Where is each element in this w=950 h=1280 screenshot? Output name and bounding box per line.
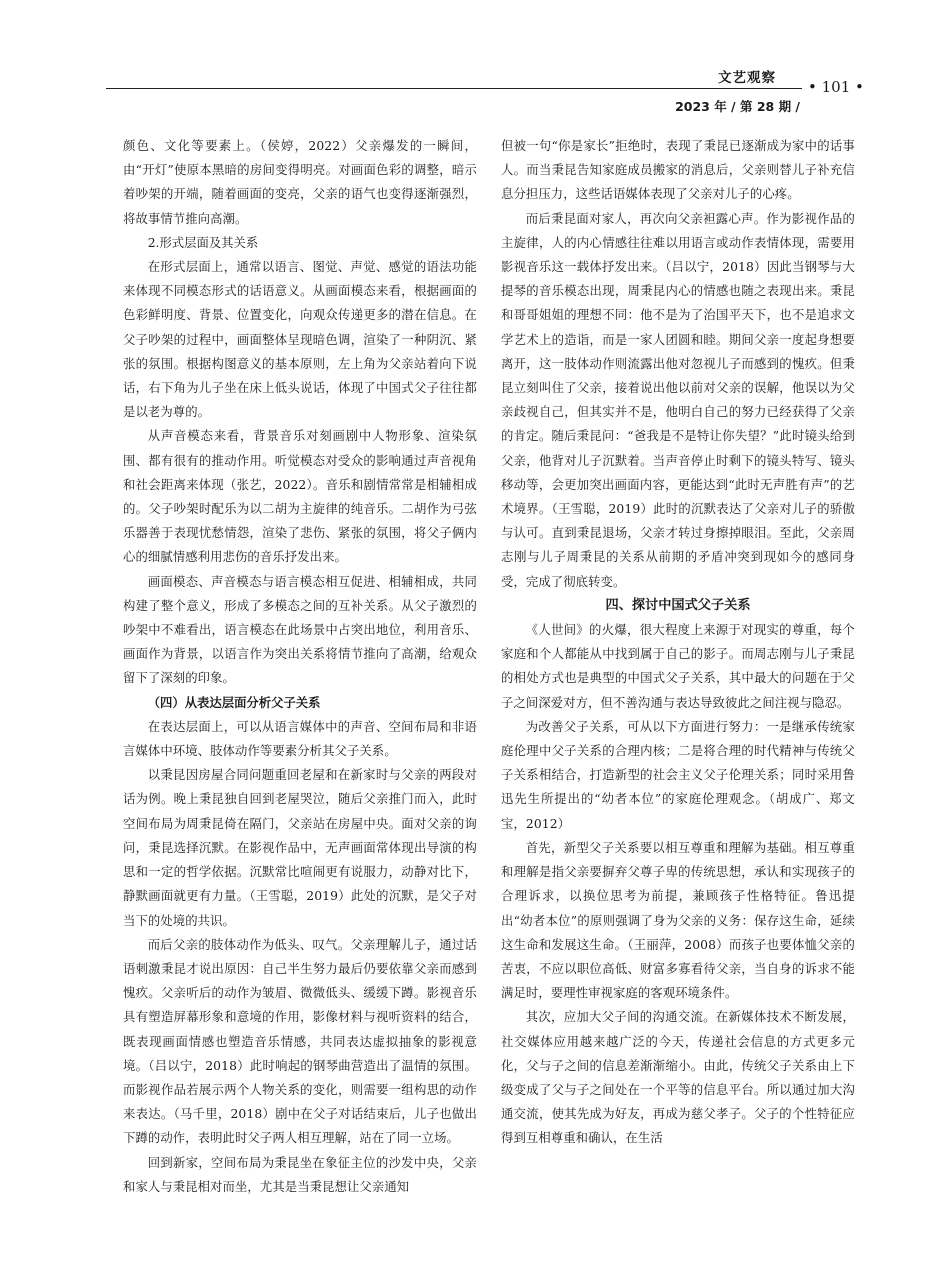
journal-title: 文艺观察 (718, 70, 776, 86)
section-heading-expression: （四）从表达层面分析父子关系 (147, 694, 321, 710)
header-rule (106, 88, 802, 89)
paragraph: 《人世间》的火爆，很大程度上来源于对现实的尊重，每个家庭和个人都能从中找到属于自己的影子。而周志刚与儿子秉昆的相处方式也是典型的中国式父子关系，其中最大的问题在于父子之间深爱对方，但不善沟通与表达导致彼此之间注视与隐忍。 (501, 623, 855, 710)
paragraph: 为改善父子关系，可从以下方面进行努力：一是继承传统家庭伦理中父子关系的合理内核；二是将合理的时代精神与传统父子关系相结合，打造新型的社会主义父子伦理关系；同时采用鲁迅先生所提出的“幼者本位”的家庭伦理观念。（胡成广、郑文宝，2012） (501, 719, 855, 831)
paragraph: 画面模态、声音模态与语言模态相互促进、相辅相成，共同构建了整个意义，形成了多模态之间的互补关系。从父子激烈的吵架中不难看出，语言模态在此场景中占突出地位，利用音乐、画面作为背景，以语言作为突出关系将情节推向了高潮，给观众留下了深刻的印象。 (123, 574, 477, 686)
paragraph: 在表达层面上，可以从语言媒体中的声音、空间布局和非语言媒体中环境、肢体动作等要素分析其父子关系。 (123, 719, 477, 759)
paragraph: 其次，应加大父子间的沟通交流。在新媒体技术不断发展，社交媒体应用越来越广泛的今天，传递社会信息的方式更多元化，父与子之间的信息差渐渐缩小。由此，传统父子关系由上下级变成了父与子之间处在一个平等的信息平台。所以通过加大沟通交流，使其先成为好友，再成为慈父孝子。父子的个性特征应得到互相尊重和确认，在生活 (501, 1010, 855, 1146)
paragraph: 以秉昆因房屋合同问题重回老屋和在新家时与父亲的两段对话为例。晚上秉昆独自回到老屋哭泣，随后父亲推门而入，此时空间布局为周秉昆倚在隔门，父亲站在房屋中央。面对父亲的询问，秉昆选择沉默。在影视作品中，无声画面常体现出导演的构思和一定的哲学依据。沉默常比喧闹更有说服力，动静对比下，静默画面就更有力量。（王雪聪，2019）此处的沉默，是父子对当下的处境的共识。 (123, 768, 477, 928)
paragraph: 但被一句“你是家长”拒绝时，表现了秉昆已逐渐成为家中的话事人。而当秉昆告知家庭成员搬家的消息后，父亲则替儿子补充信息分担压力，这些话语媒体表现了父亲对儿子的心疼。 (501, 139, 855, 202)
paragraph: 而后秉昆面对家人，再次向父亲袒露心声。作为影视作品的主旋律，人的内心情感往往难以用语言或动作表情体现，需要用影视音乐这一载体抒发出来。（吕以宁，2018）因此当钢琴与大提琴的音乐模态出现，周秉昆内心的情感也随之表现出来。秉昆和哥哥姐姐的理想不同：他不是为了治国平天下，也不是追求文学艺术上的造诣，而是一家人团圆和睦。期间父亲一度起身想要离开，这一肢体动作则流露出他对忽视儿子而感到的愧疚。但秉昆立刻叫住了父亲，接着说出他以前对父亲的误解，他误以为父亲歧视自己，但其实并不是，他明白自己的努力已经获得了父亲的肯定。随后秉昆问：“爸我是不是特让你失望？”此时镜头给到父亲，他背对儿子沉默着。当声音停止时剩下的镜头特写、镜头移动等，会更加突出画面内容，更能达到“此时无声胜有声”的艺术境界。（王雪聪，2019）此时的沉默表达了父亲对儿子的骄傲与认可。直到秉昆退场，父亲才转过身擦掉眼泪。至此，父亲周志刚与儿子周秉昆的关系从前期的矛盾冲突到现如今的感同身受，完成了彻底转变。 (501, 211, 855, 589)
left-column (123, 134, 477, 1199)
paragraph: 首先，新型父子关系要以相互尊重和理解为基础。相互尊重和理解是指父亲要摒弃父尊子卑的传统思想，承认和实现孩子的合理诉求，以换位思考为前提，兼顾孩子性格特征。鲁迅提出“幼者本位”的原则强调了身为父亲的义务：保存这生命，延续这生命和发展这生命。（王丽萍，2008）而孩子也要体恤父亲的苦衷，不应以职位高低、财富多寡看待父亲，当自身的诉求不能满足时，要理性审视家庭的客观环境条件。 (501, 840, 855, 1001)
page-number: • 101 • (808, 78, 864, 96)
paragraph: 颜色、文化等要素上。（侯婷，2022）父亲爆发的一瞬间，由“开灯”使原本黑暗的房间变得明亮。对画面色彩的调整，暗示着吵架的开端，随着画面的变亮，父亲的语气也变得逐渐强烈，将故事情节推向高潮。 (123, 139, 477, 226)
paragraph: 而后父亲的肢体动作为低头、叹气。父亲理解儿子，通过话语刺激秉昆才说出原因：自己半生努力最后仍要依靠父亲而感到愧疚。父亲听后的动作为皱眉、微微低头、缓缓下蹲。影视音乐具有塑造屏幕形象和意境的作用，影像材料与视听资料的结合，既表现画面情感也塑造音乐情感，共同表达虚拟抽象的影视意境。（吕以宁，2018）此时响起的钢琴曲营造出了温情的氛围。而影视作品若展示两个人物关系的变化，则需要一组构思的动作来表达。（马千里，2018）剧中在父子对话结束后，儿子也做出下蹲的动作，表明此时父子两人相互理解，站在了同一立场。 (123, 937, 477, 1146)
paragraph: 回到新家，空间布局为秉昆坐在象征主位的沙发中央，父亲和家人与秉昆相对而坐，尤其是当秉昆想让父亲通知 (123, 1155, 477, 1194)
paragraph: 从声音模态来看，背景音乐对刻画剧中人物形象、渲染氛围、都有很有的推动作用。听觉模态对受众的影响通过声音视角和社会距离来体现（张艺，2022）。音乐和剧情常常是相辅相成的。父子吵架时配乐为以二胡为主旋律的纯音乐。二胡作为弓弦乐器善于表现忧愁情怨，渲染了悲伤、紧张的氛围，将父子俩内心的细腻情感利用悲伤的音乐抒发出来。 (123, 429, 477, 565)
section-heading-four: 四、探讨中国式父子关系 (605, 597, 751, 613)
issue-info: 2023 年 / 第 28 期 / (675, 99, 800, 114)
paragraph: 在形式层面上，通常以语言、图觉、声觉、感觉的语法功能来体现不同模态形式的话语意义。从画面模态来看，根据画面的色彩鲜明度、背景、位置变化，向观众传递更多的潜在信息。在父子吵架的过程中，画面整体呈现暗色调，渲染了一种阴沉、紧张的氛围。根据构图意义的基本原则，左上角为父亲站着向下说话，右下角为儿子坐在床上低头说话，体现了中国式父子往往都是以老为尊的。 (123, 260, 477, 420)
right-column (501, 134, 855, 1151)
subheading-form-level: 2.形式层面及其关系 (147, 235, 259, 250)
